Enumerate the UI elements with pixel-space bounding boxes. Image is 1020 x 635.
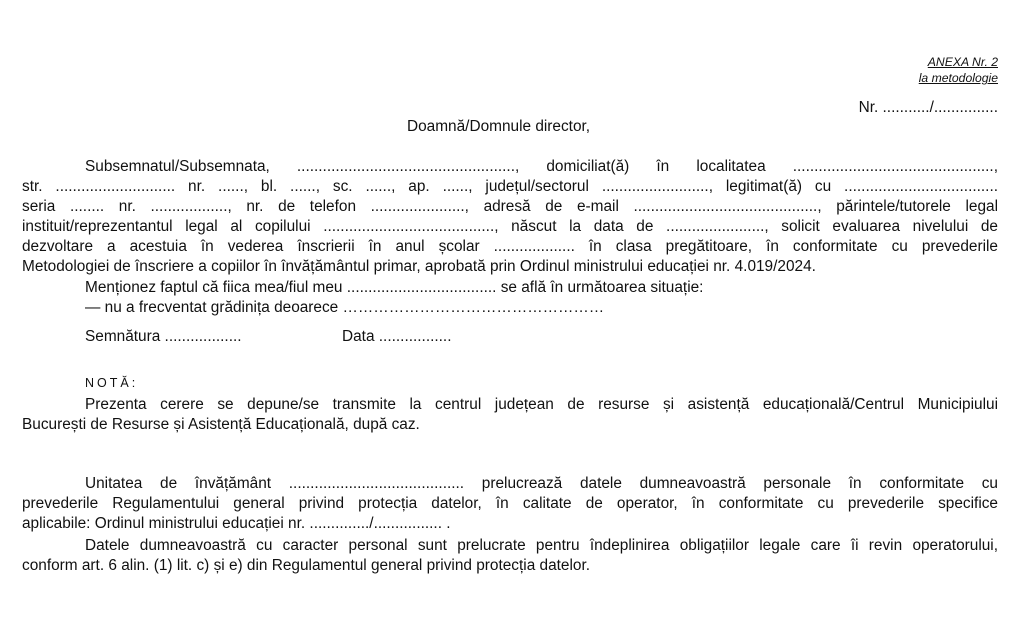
note-line-2: București de Resurse și Asistență Educațională, după caz. bbox=[22, 416, 420, 433]
situation-item: — nu a frecventat grădinița deoarece …………………………………………… bbox=[85, 299, 605, 316]
data-protection-line-3: aplicabile: Ordinul ministrului educației nr. ............../................ . bbox=[22, 515, 451, 532]
signature-field: Semnătura .................. bbox=[85, 328, 242, 345]
request-line-5: dezvoltare a acestuia în vederea înscrierii în anul școlar ................... în clasa pregătitoare, în conformitate cu prevederile bbox=[22, 238, 998, 255]
data-protection-line-1: Unitatea de învățământ ......................................... prelucrează datele dumneavoastră personale în conformitate cu bbox=[85, 475, 998, 492]
request-line-2: str. ............................ nr. ......, bl. ......, sc. ......, ap. ......, județul/sectorul ........................., legitimat(ă) cu .................................... bbox=[22, 178, 998, 195]
annex-title: ANEXA Nr. 2 bbox=[927, 55, 998, 69]
note-line-1: Prezenta cerere se depune/se transmite la centrul județean de resurse și asistență educațională/Centrul Municipiului bbox=[85, 396, 998, 413]
note-heading: NOTĂ: bbox=[85, 376, 139, 390]
request-line-3: seria ........ nr. .................., nr. de telefon ......................, adresă de e-mail ..........................................., părintele/tutorele legal bbox=[22, 198, 998, 215]
registration-number: Nr. .........../............... bbox=[858, 99, 998, 116]
data-protection-line-2: prevederile Regulamentului general privind protecția datelor, în calitate de operator, în conformitate cu prevederile specifice bbox=[22, 495, 998, 512]
date-field: Data ................. bbox=[342, 328, 452, 345]
data-protection-line-5: conform art. 6 alin. (1) lit. c) și e) din Regulamentul general privind protecția datelor. bbox=[22, 557, 591, 574]
request-line-6: Metodologiei de înscriere a copiilor în învățământul primar, aprobată prin Ordinul ministrului educației nr. 4.019/2024. bbox=[22, 258, 816, 275]
situation-intro: Menționez faptul că fiica mea/fiul meu ................................... se află în următoarea situație: bbox=[85, 279, 704, 296]
request-line-1: Subsemnatul/Subsemnata, ..................................................., domiciliat(ă) în localitatea ..............................................., bbox=[85, 158, 998, 175]
annex-subtitle: la metodologie bbox=[918, 71, 998, 85]
data-protection-line-4: Datele dumneavoastră cu caracter personal sunt prelucrate pentru îndeplinirea obligațiilor legale care îi revin operatorului, bbox=[85, 537, 998, 554]
salutation: Doamnă/Domnule director, bbox=[407, 118, 591, 135]
request-line-4: instituit/reprezentantul legal al copilului ........................................, născut la data de ......................., solicit evaluarea nivelului de bbox=[22, 218, 998, 235]
